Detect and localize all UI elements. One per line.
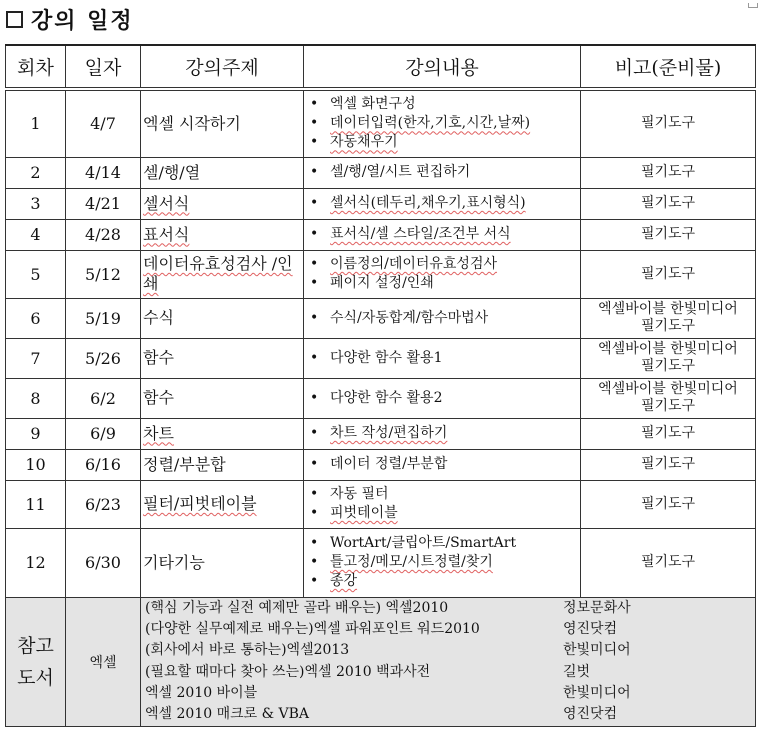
content-item: [310, 389, 580, 408]
content-item: [310, 274, 580, 293]
schedule-row: [6, 188, 756, 219]
content-item: [310, 349, 580, 368]
row-topic-text: 셀/행/열: [143, 162, 201, 182]
note-line: 필기도구: [640, 195, 696, 211]
content-item-text: 셀/행/열/시트 편집하기: [330, 164, 471, 180]
row-topic-text: 차트: [143, 423, 174, 443]
book-title: (필요할 때마다 찾아 쓰는)엑셀 2010 백과사전: [145, 663, 431, 680]
row-content: [304, 378, 581, 418]
content-item-text: 다양한 함수 활용1: [330, 349, 443, 366]
row-number: 10: [6, 449, 66, 480]
book-title: 엑셀 2010 매크로 & VBA: [145, 706, 310, 723]
row-number: 6: [6, 298, 66, 338]
content-item-text: 셀서식(테두리,채우기,표시형식): [330, 195, 526, 211]
content-item-text: 표서식/셀 스타일/조건부 서식: [330, 226, 511, 242]
content-item: [310, 572, 580, 591]
content-item: [310, 424, 580, 443]
note-line: 필기도구: [640, 318, 696, 334]
row-content: [304, 338, 581, 378]
row-number: 3: [6, 188, 66, 219]
content-item: [310, 133, 580, 152]
header-num: 회차: [6, 45, 66, 89]
note-line: 필기도구: [640, 265, 696, 282]
checkbox-square-icon: [6, 11, 23, 28]
reference-subject: 엑셀: [66, 597, 141, 726]
schedule-row: [6, 219, 756, 250]
row-note: [581, 157, 756, 188]
content-list: [304, 485, 580, 523]
row-note: [581, 338, 756, 378]
row-topic: [141, 480, 304, 528]
reference-book: [141, 704, 755, 725]
schedule-row: [6, 157, 756, 188]
row-topic: [141, 219, 304, 250]
book-title: (회사에서 바로 통하는)엑셀2013: [145, 642, 350, 659]
row-topic: [141, 418, 304, 449]
content-list: [304, 389, 580, 408]
content-item-text: 수식/자동합계/함수마법사: [330, 309, 489, 326]
row-number: 9: [6, 418, 66, 449]
note-line: 엑셀바이블 한빛미디어: [598, 341, 738, 357]
row-topic: [141, 250, 304, 298]
page-corner-mark: [748, 3, 758, 8]
content-list: [304, 309, 580, 328]
reference-label-text: 참고 도서: [17, 634, 54, 689]
row-topic: [141, 188, 304, 219]
row-number: 12: [6, 528, 66, 597]
content-item-text: 자동 필터: [330, 486, 389, 502]
content-item: [310, 553, 580, 572]
header-content: 강의내용: [304, 45, 581, 89]
content-item: [310, 163, 580, 182]
book-publisher: 한빛미디어: [563, 685, 631, 702]
row-date: 4/7: [66, 89, 141, 157]
note-line: 필기도구: [640, 164, 696, 180]
content-item-text: 이름정의/데이터유효성검사: [330, 256, 498, 272]
note-line: 필기도구: [640, 398, 696, 414]
row-number: 8: [6, 378, 66, 418]
row-note: [581, 298, 756, 338]
note-line: 필기도구: [640, 456, 696, 472]
content-item: [310, 504, 580, 523]
content-item-text: 자동채우기: [330, 134, 398, 151]
row-topic: [141, 528, 304, 597]
book-publisher: 길벗: [563, 663, 591, 680]
row-topic-text: 데이터유효성검사 /인쇄: [143, 254, 293, 293]
header-topic: 강의주제: [141, 45, 304, 89]
row-topic-text: 함수: [143, 348, 174, 367]
content-item: [310, 225, 580, 244]
row-date: 5/26: [66, 338, 141, 378]
content-list: [304, 349, 580, 368]
row-content: [304, 219, 581, 250]
schedule-table: [5, 44, 756, 727]
schedule-row: [6, 418, 756, 449]
row-number: 1: [6, 89, 66, 157]
row-content: [304, 89, 581, 157]
content-item-text: 엑셀 화면구성: [330, 96, 416, 113]
content-item: [310, 114, 580, 133]
reference-label: [6, 597, 66, 726]
row-note: [581, 528, 756, 597]
content-item-text: 데이터입력(한자,기호,시간,날짜): [330, 115, 531, 132]
reference-book-list: [141, 597, 756, 726]
schedule-row: [6, 89, 756, 157]
note-line: 필기도구: [640, 358, 696, 374]
content-item-text: 피벗테이블: [330, 505, 398, 521]
content-list: [304, 424, 580, 443]
row-number: 11: [6, 480, 66, 528]
row-date: 4/28: [66, 219, 141, 250]
reference-book: [141, 662, 755, 683]
reference-book: [141, 683, 755, 704]
page-title-area: [6, 4, 134, 34]
row-number: 4: [6, 219, 66, 250]
content-item-text: 틀고정/메모/시트정렬/찾기: [330, 554, 493, 570]
content-list: [304, 95, 580, 152]
content-list: [304, 534, 580, 591]
schedule-row: [6, 298, 756, 338]
reference-row: [6, 597, 756, 726]
row-note: [581, 418, 756, 449]
content-item: [310, 309, 580, 328]
header-row: [6, 45, 756, 89]
book-title: 엑셀 2010 바이블: [145, 685, 258, 702]
content-item: [310, 95, 580, 114]
row-note: [581, 219, 756, 250]
row-date: 6/23: [66, 480, 141, 528]
row-number: 5: [6, 250, 66, 298]
schedule-row: [6, 449, 756, 480]
row-date: 4/21: [66, 188, 141, 219]
row-content: [304, 528, 581, 597]
row-date: 5/12: [66, 250, 141, 298]
row-topic: [141, 89, 304, 157]
schedule-row: [6, 250, 756, 298]
schedule-row: [6, 480, 756, 528]
row-note: [581, 480, 756, 528]
content-item-text: 차트 작성/편집하기: [330, 425, 448, 441]
reference-book: [141, 619, 755, 640]
row-topic: [141, 157, 304, 188]
content-list: [304, 194, 580, 213]
row-content: [304, 418, 581, 449]
content-item: [310, 534, 580, 553]
row-topic: [141, 449, 304, 480]
row-topic-text: 정렬/부분합: [143, 454, 226, 474]
row-topic-text: 함수: [143, 388, 174, 407]
reference-book: [141, 640, 755, 661]
content-item-text: WortArt/클립아트/SmartArt: [330, 535, 517, 551]
note-line: 필기도구: [640, 425, 696, 441]
content-item: [310, 485, 580, 504]
schedule-body: [6, 89, 756, 597]
content-list: [304, 255, 580, 293]
content-item: [310, 194, 580, 213]
row-date: 6/16: [66, 449, 141, 480]
schedule-row: [6, 338, 756, 378]
note-line: 엑셀바이블 한빛미디어: [598, 381, 738, 397]
page-title: 강의 일정: [31, 7, 134, 34]
row-date: 4/14: [66, 157, 141, 188]
note-line: 필기도구: [640, 495, 696, 512]
row-note: [581, 378, 756, 418]
row-topic-text: 표서식: [143, 224, 190, 244]
row-topic-text: 셀서식: [143, 193, 190, 213]
book-title: (핵심 기능과 실전 예제만 골라 배우는) 엑셀2010: [145, 599, 449, 616]
row-content: [304, 157, 581, 188]
row-content: [304, 449, 581, 480]
note-line: 필기도구: [640, 115, 696, 132]
row-note: [581, 89, 756, 157]
content-item: [310, 255, 580, 274]
content-item: [310, 455, 580, 474]
content-item-text: 페이지 설정/인쇄: [330, 275, 434, 291]
content-item-text: 다양한 함수 활용2: [330, 389, 443, 406]
reference-book: [141, 598, 755, 619]
row-topic-text: 필터/피벗테이블: [143, 494, 257, 513]
book-publisher: 정보문화사: [563, 599, 631, 616]
row-note: [581, 449, 756, 480]
row-number: 2: [6, 157, 66, 188]
row-content: [304, 480, 581, 528]
row-topic-text: 기타기능: [143, 552, 205, 572]
row-date: 6/30: [66, 528, 141, 597]
row-topic-text: 엑셀 시작하기: [143, 113, 241, 133]
header-note: 비고(준비물): [581, 45, 756, 89]
row-content: [304, 298, 581, 338]
note-line: 필기도구: [640, 554, 696, 570]
row-number: 7: [6, 338, 66, 378]
content-list: [304, 225, 580, 244]
row-topic: [141, 338, 304, 378]
content-item-text: 데이터 정렬/부분합: [330, 456, 448, 472]
schedule-row: [6, 528, 756, 597]
note-line: 필기도구: [640, 226, 696, 242]
book-title: (다양한 실무예제로 배우는)엑셀 파워포인트 워드2010: [145, 620, 480, 637]
book-publisher: 한빛미디어: [563, 642, 631, 659]
row-date: 5/19: [66, 298, 141, 338]
book-publisher: 영진닷컴: [563, 620, 618, 637]
row-note: [581, 188, 756, 219]
row-topic: [141, 378, 304, 418]
row-topic-text: 수식: [143, 308, 174, 327]
row-content: [304, 188, 581, 219]
row-topic: [141, 298, 304, 338]
content-list: [304, 163, 580, 182]
schedule-row: [6, 378, 756, 418]
book-publisher: 영진닷컴: [563, 706, 618, 723]
header-date: 일자: [66, 45, 141, 89]
row-date: 6/2: [66, 378, 141, 418]
content-list: [304, 455, 580, 474]
row-date: 6/9: [66, 418, 141, 449]
row-content: [304, 250, 581, 298]
row-note: [581, 250, 756, 298]
note-line: 엑셀바이블 한빛미디어: [598, 301, 738, 317]
content-item-text: 종강: [330, 573, 358, 589]
